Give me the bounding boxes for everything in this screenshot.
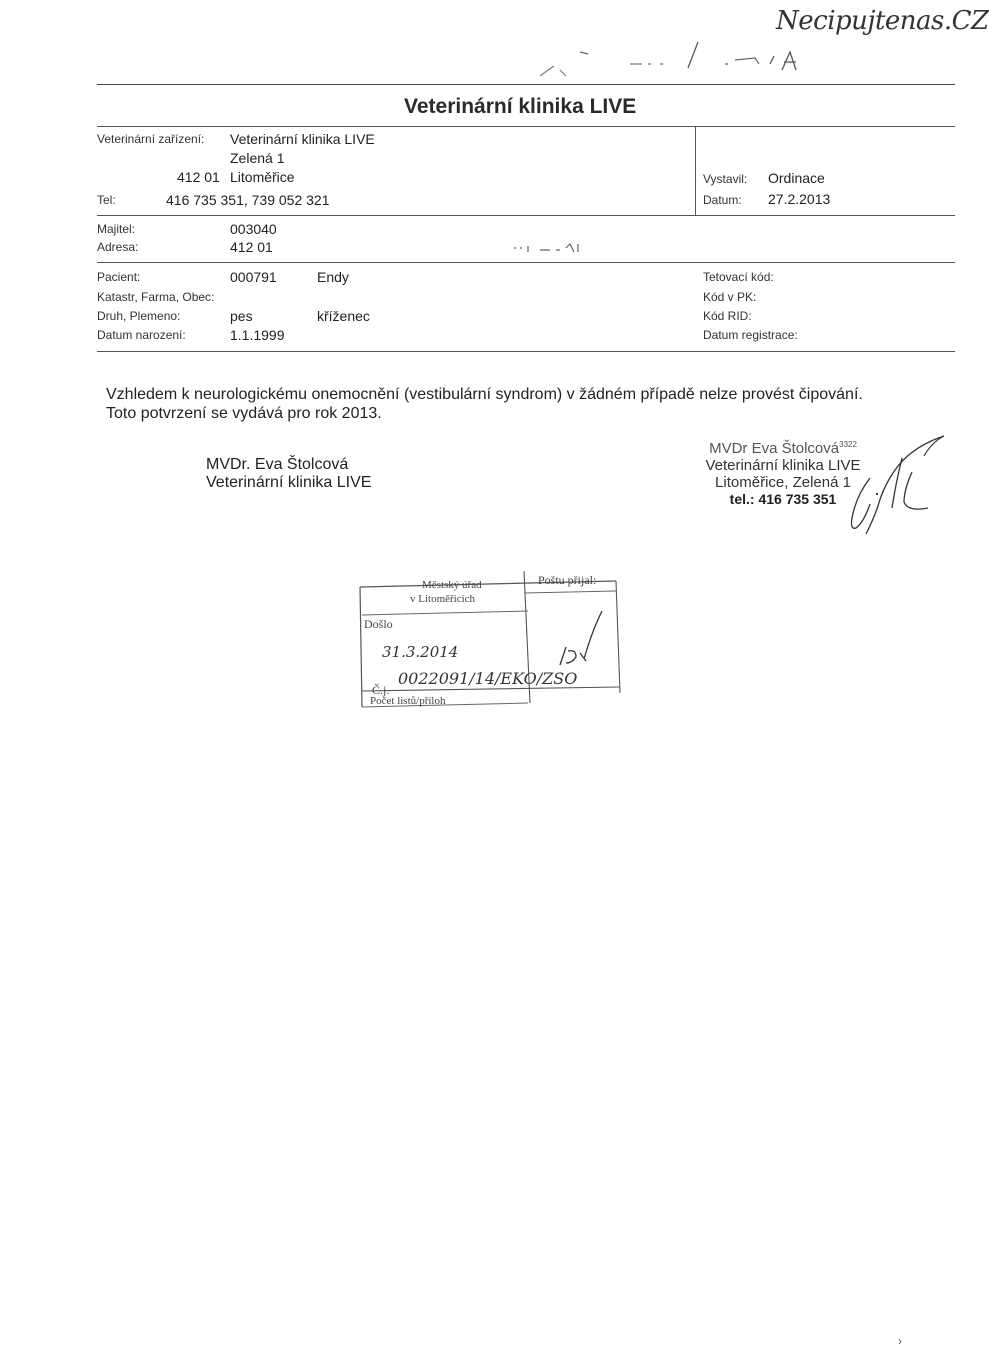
- watermark-text: Necipujtenas.CZ: [776, 6, 989, 36]
- datum-reg-label: Datum registrace:: [703, 328, 798, 342]
- cj-number: 0022091/14/EKO/ZSO: [398, 669, 578, 688]
- clinic-title: Veterinární klinika LIVE: [404, 95, 637, 118]
- title-underline: [97, 126, 955, 127]
- facility-city: Litoměřice: [230, 169, 295, 185]
- registry-date: 31.3.2014: [382, 643, 459, 661]
- cj-label: Č.j.: [372, 683, 390, 697]
- facility-zip: 412 01: [177, 169, 220, 185]
- signature-clinic: Veterinární klinika LIVE: [206, 474, 372, 491]
- katastr-label: Katastr, Farma, Obec:: [97, 290, 215, 304]
- facility-bottom-rule: [97, 215, 955, 216]
- doslo-label: Došlo: [364, 617, 393, 631]
- body-line-2: Toto potvrzení se vydává pro rok 2013.: [106, 405, 382, 422]
- stamp-line-4: tel.: 416 735 351: [729, 491, 837, 507]
- facility-label: Veterinární zařízení:: [97, 132, 205, 146]
- stamp-line-3: Litoměřice, Zelená 1: [715, 474, 851, 491]
- vystavil-label: Vystavil:: [703, 172, 748, 186]
- patient-bottom-rule: [97, 351, 955, 352]
- issued-box-divider: [695, 126, 696, 216]
- page-mark: ›: [898, 1334, 902, 1348]
- narozeni-label: Datum narození:: [97, 328, 186, 342]
- tel-label: Tel:: [97, 193, 116, 207]
- druh-value: pes: [230, 308, 253, 324]
- top-rule: [97, 84, 955, 85]
- cut-off-text-fragment: [510, 242, 590, 256]
- druh-label: Druh, Plemeno:: [97, 309, 181, 323]
- handwritten-signature: [840, 428, 950, 548]
- kod-pk-label: Kód v PK:: [703, 290, 757, 304]
- adresa-label: Adresa:: [97, 240, 139, 254]
- facility-name: Veterinární klinika LIVE: [230, 131, 375, 147]
- datum-label: Datum:: [703, 193, 742, 207]
- registry-stamp: [358, 567, 620, 713]
- majitel-label: Majitel:: [97, 222, 136, 236]
- stamp-number: 3322: [839, 440, 857, 449]
- top-handwritten-scribble: [520, 30, 860, 80]
- datum-value: 27.2.2013: [768, 191, 831, 207]
- signature-name: MVDr. Eva Štolcová: [206, 456, 349, 473]
- tetovaci-label: Tetovací kód:: [703, 270, 774, 284]
- facility-street: Zelená 1: [230, 150, 285, 166]
- registry-initials: [544, 607, 614, 677]
- narozeni-value: 1.1.1999: [230, 327, 285, 343]
- registry-office: Městský úřad: [422, 579, 482, 591]
- body-line-1: Vzhledem k neurologickému onemocnění (vestibulární syndrom) v žádném případě nelze provést čipování.: [106, 386, 863, 403]
- kod-rid-label: Kód RID:: [703, 309, 752, 323]
- majitel-value: 003040: [230, 221, 277, 237]
- pacient-label: Pacient:: [97, 270, 141, 284]
- plemeno-value: kříženec: [317, 308, 370, 324]
- tel-value: 416 735 351, 739 052 321: [166, 192, 330, 208]
- pacient-id: 000791: [230, 269, 277, 285]
- pacient-name: Endy: [317, 269, 349, 285]
- owner-bottom-rule: [97, 262, 955, 263]
- registry-office-city: v Litoměřicích: [410, 593, 476, 605]
- adresa-value: 412 01: [230, 239, 273, 255]
- vystavil-value: Ordinace: [768, 170, 825, 186]
- stamp-doctor-name: MVDr Eva Štolcová: [709, 440, 840, 457]
- pocet-label: Počet listů/příloh: [370, 695, 446, 707]
- posta-label: Poštu přijal:: [538, 573, 597, 587]
- stamp-line-2: Veterinární klinika LIVE: [705, 457, 861, 474]
